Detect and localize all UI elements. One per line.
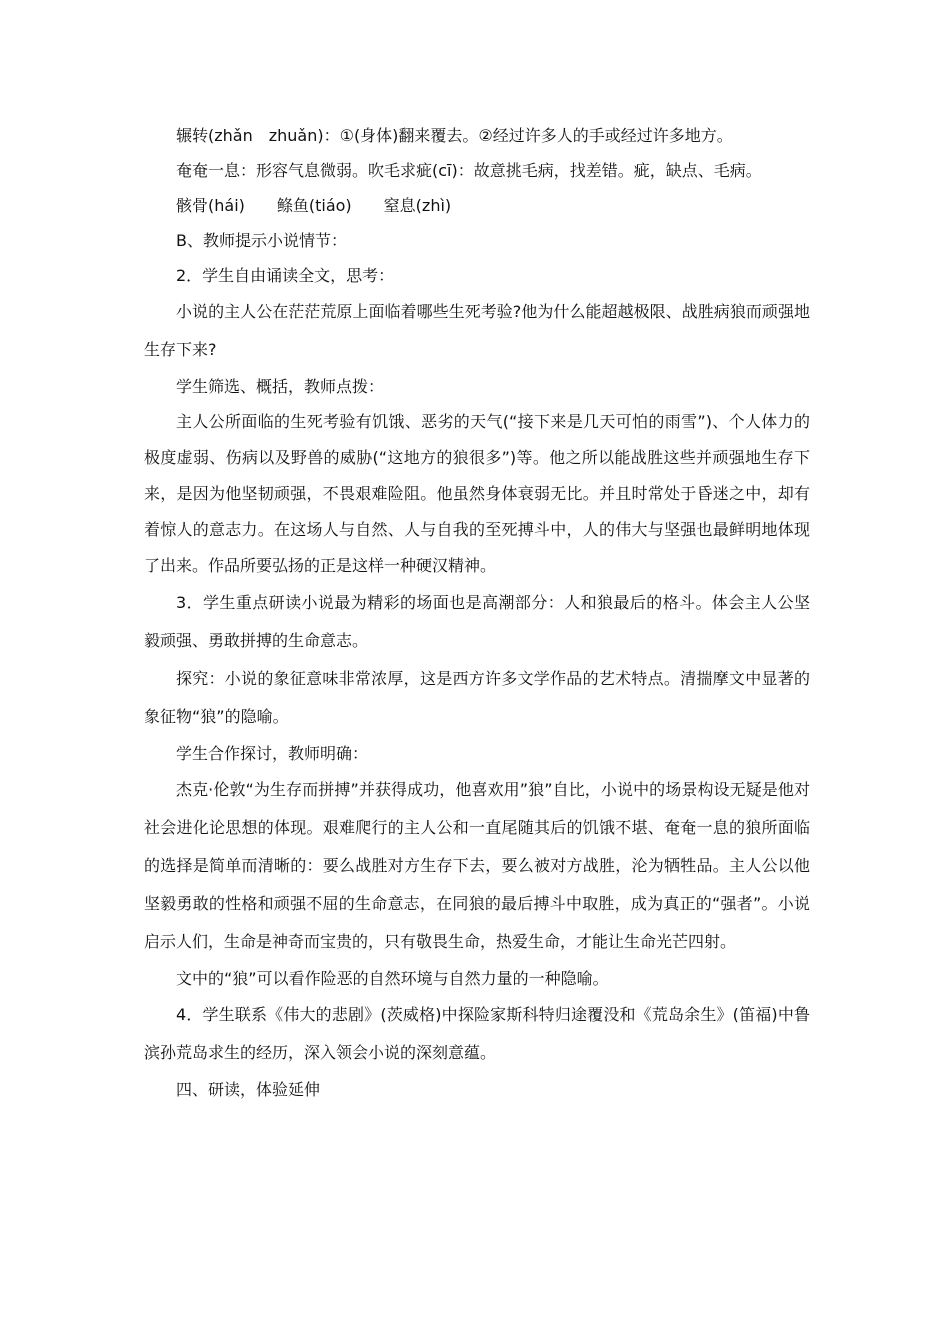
paragraph-answer-trials: 主人公所面临的生死考验有饥饿、恶劣的天气(“接下来是几天可怕的雨雪”)、个人体力的极度虚弱、伤病以及野兽的威胁(“这地方的狼很多”)等。他之所以能战胜这些并顽强地生存下来，是因为他坚韧顽强，不畏艰难险阻。他虽然身体衰弱无比。并且时常处于昏迷之中，却有着惊人的意志力。在这场人与自然、人与自我的至死搏斗中，人的伟大与坚强也最鲜明地体现了出来。作品所要弘扬的正是这样一种硬汉精神。 bbox=[144, 412, 810, 575]
paragraph-jack-london: 杰克·伦敦“为生存而拼搏”并获得成功，他喜欢用”狼”自比，小说中的场景构设无疑是他对社会进化论思想的体现。艰难爬行的主人公和一直尾随其后的饥饿不堪、奄奄一息的狼所面临的选择是简单而清晰的：要么战胜对方生存下去，要么被对方战胜，沦为牺牲品。主人公以他坚毅勇敢的性格和顽强不屈的生命意志，在同狼的最后搏斗中取胜，成为真正的“强者”。小说启示人们，生命是神奇而宝贵的，只有敬畏生命，热爱生命，才能让生命光芒四射。 bbox=[144, 780, 810, 951]
paragraph-student-screening: 学生筛选、概括，教师点拨： bbox=[176, 377, 385, 396]
paragraph-question: 小说的主人公在茫茫荒原上面临着哪些生死考验?他为什么能超越极限、战胜病狼而顽强地生存下来? bbox=[144, 302, 810, 359]
paragraph-cooperation: 学生合作探讨，教师明确： bbox=[176, 744, 369, 763]
paragraph-section-b: B、教师提示小说情节： bbox=[176, 231, 347, 250]
paragraph-pronunciations: 骸骨(hái) 鲦鱼(tiáo) 窒息(zhì) bbox=[176, 196, 452, 215]
document-body bbox=[144, 118, 810, 1107]
paragraph-definition-yanyan: 奄奄一息：形容气息微弱。吹毛求疵(cī)：故意挑毛病，找差错。疵，缺点、毛病。 bbox=[176, 161, 762, 180]
paragraph-section-four: 四、研读，体验延伸 bbox=[176, 1080, 321, 1099]
paragraph-step-2: 2．学生自由诵读全文，思考： bbox=[176, 266, 395, 285]
paragraph-exploration: 探究：小说的象征意味非常浓厚，这是西方许多文学作品的艺术特点。清揣摩文中显著的象征物“狼”的隐喻。 bbox=[144, 669, 810, 726]
paragraph-step-3: 3．学生重点研读小说最为精彩的场面也是高潮部分：人和狼最后的格斗。体会主人公坚毅顽强、勇敢拼搏的生命意志。 bbox=[144, 593, 810, 650]
paragraph-wolf-metaphor: 文中的“狼”可以看作险恶的自然环境与自然力量的一种隐喻。 bbox=[176, 969, 609, 988]
paragraph-definition-zhanzhuan: 辗转(zhǎn zhuǎn)：①(身体)翻来覆去。②经过许多人的手或经过许多地方。 bbox=[176, 126, 733, 145]
paragraph-step-4: 4．学生联系《伟大的悲剧》(茨威格)中探险家斯科特归途覆没和《荒岛余生》(笛福)中鲁滨孙荒岛求生的经历，深入领会小说的深刻意蕴。 bbox=[144, 1005, 810, 1062]
